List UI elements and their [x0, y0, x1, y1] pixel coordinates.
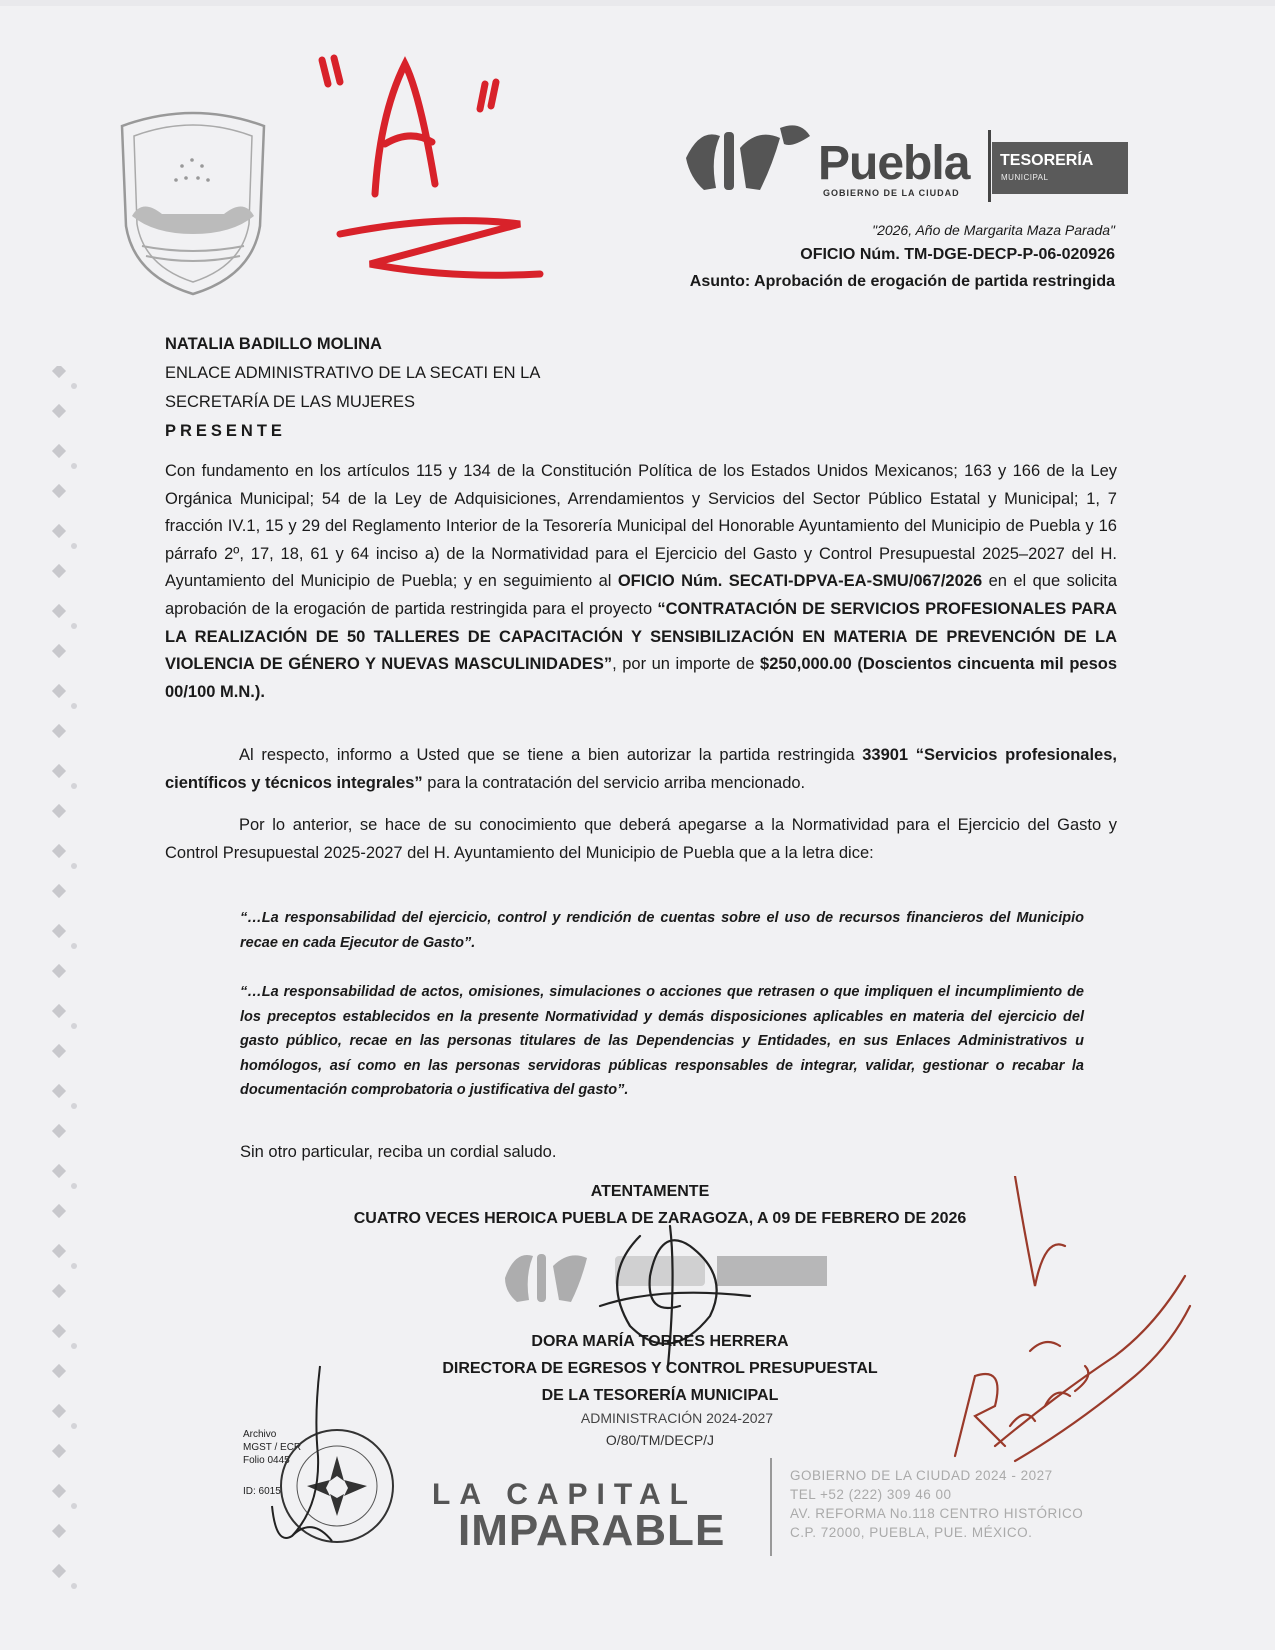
logo-title: Puebla — [818, 137, 970, 190]
paragraph-foundation — [165, 458, 1117, 706]
handwritten-a-mark — [300, 34, 560, 296]
recipient-block — [165, 330, 540, 446]
archive-id: ID: 6015 — [243, 1486, 281, 1497]
p2-partida: 33901 “Servicios profesionales, científicos y técnicos integrales” — [165, 746, 1117, 792]
footer-divider — [770, 1458, 772, 1556]
document-page — [0, 6, 1275, 1650]
archive-folio: Folio 0445 — [243, 1455, 290, 1466]
footer-gov: GOBIERNO DE LA CIUDAD 2024 - 2027 — [790, 1468, 1053, 1483]
subject-line: Asunto: Aprobación de erogación de partida restringida — [689, 273, 1115, 290]
p1-text-c: , por un importe de — [612, 655, 761, 674]
closing-greeting: Sin otro particular, reciba un cordial saludo. — [240, 1143, 557, 1161]
recipient-name: NATALIA BADILLO MOLINA — [165, 335, 382, 353]
quote-responsibility-2: “…La responsabilidad de actos, omisiones, simulaciones o acciones que retrasen o que impliquen el incumplimiento de los preceptos establecidos en la presente Normatividad y demás disposiciones aplicables en materia del ejercicio del gasto público, recae en las personas titulares de las Dependencias y Entidades, en sus Enlaces Administrativos u homólogos, así como en las personas servidoras públicas responsables de integrar, validar, gestionar o recabar la documentación comprobatoria o justificativa del gasto”. — [240, 984, 1084, 1098]
municipal-crest-icon — [112, 106, 274, 298]
received-handwritten-note — [935, 1176, 1195, 1466]
p2-text-a: Al respecto, informo a Usted que se tiene a bien autorizar la partida restringida — [239, 746, 863, 764]
archive-label: Archivo — [243, 1429, 277, 1440]
tesoreria-label: TESORERÍA — [1000, 152, 1094, 169]
footer-city: C.P. 72000, PUEBLA, PUE. MÉXICO. — [790, 1525, 1033, 1540]
oficio-number: OFICIO Núm. TM-DGE-DECP-P-06-020926 — [800, 246, 1115, 263]
p1-text-a: Con fundamento en los artículos 115 y 134 de la Constitución Política de los Estados Unidos Mexicanos; 163 y 166 de la Ley Orgánica Municipal; 54 de la Ley de Adquisiciones, Arrendamientos y Servicios del Sector Público Estatal y Municipal; 1, 7 fracción IV.1, 15 y 29 del Reglamento Interior de la Tesorería Municipal del Honorable Ayuntamiento del Municipio de Puebla y 16 párrafo 2º, 17, 18, 61 y 64 inciso a) de la Normatividad para el Ejercicio del Gasto y Control Presupuestal 2025–2027 del H. Ayuntamiento del Municipio de Puebla; y en seguimiento al — [165, 462, 1117, 591]
quote-responsibility-1: “…La responsabilidad del ejercicio, control y rendición de cuentas sobre el uso de recursos financieros del Municipio recae en cada Ejecutor de Gasto”. — [240, 910, 1084, 951]
slogan-imparable: IMPARABLE — [458, 1506, 726, 1555]
recipient-position-line2: SECRETARÍA DE LAS MUJERES — [165, 393, 416, 411]
archive-initials: MGST / ECR — [243, 1442, 302, 1453]
place-date: CUATRO VECES HEROICA PUEBLA DE ZARAGOZA, A 09 DE FEBRERO DE 2026 — [353, 1210, 967, 1227]
paragraph-authorization — [165, 742, 1117, 797]
paragraph-normativity: Por lo anterior, se hace de su conocimiento que deberá apegarse a la Normatividad para el Ejercicio del Gasto y Control Presupuestal 2025-2027 del H. Ayuntamiento del Municipio de Puebla que a la letra dice: — [165, 816, 1117, 862]
signer-title: DIRECTORA DE EGRESOS Y CONTROL PRESUPUESTAL — [442, 1360, 878, 1377]
p1-project-name: “CONTRATACIÓN DE SERVICIOS PROFESIONALES PARA LA REALIZACIÓN DE 50 TALLERES DE CAPACITACIÓN Y SENSIBILIZACIÓN EN MATERIA DE PREVENCIÓN DE LA VIOLENCIA DE GÉNERO Y NUEVAS MASCULINIDADES” — [165, 599, 1117, 674]
logo-subtitle: GOBIERNO DE LA CIUDAD — [823, 188, 960, 198]
p1-text-b: en el que solicita aprobación de la erogación de partida restringida para el proyecto — [165, 572, 1118, 618]
logo-divider — [988, 130, 991, 202]
tesoreria-sublabel: MUNICIPAL — [1001, 173, 1049, 182]
internal-reference: O/80/TM/DECP/J — [605, 1432, 715, 1448]
presente-label: PRESENTE — [165, 422, 286, 440]
signer-name: DORA MARÍA TORRES HERRERA — [531, 1333, 789, 1350]
recipient-position-line1: ENLACE ADMINISTRATIVO DE LA SECATI EN LA — [165, 364, 541, 382]
year-slogan: "2026, Año de Margarita Maza Parada" — [872, 222, 1115, 238]
p1-amount: $250,000.00 (Doscientos cincuenta mil pesos 00/100 M.N.). — [165, 655, 1118, 701]
institutional-seal-icon — [262, 1356, 412, 1556]
administration-period: ADMINISTRACIÓN 2024-2027 — [580, 1410, 774, 1426]
footer-phone: TEL +52 (222) 309 46 00 — [790, 1487, 952, 1502]
director-signature — [580, 1216, 760, 1376]
slogan-capital: LA CAPITAL — [432, 1478, 697, 1511]
atentamente-label: ATENTAMENTE — [590, 1183, 710, 1200]
footer-address — [790, 1466, 1083, 1542]
p1-oficio-ref: OFICIO Núm. SECATI-DPVA-EA-SMU/067/2026 — [617, 572, 983, 591]
signer-department: DE LA TESORERÍA MUNICIPAL — [541, 1387, 779, 1404]
footer-street: AV. REFORMA No.118 CENTRO HISTÓRICO — [790, 1506, 1084, 1521]
p2-text-b: para la contratación del servicio arriba mencionado. — [422, 773, 806, 792]
